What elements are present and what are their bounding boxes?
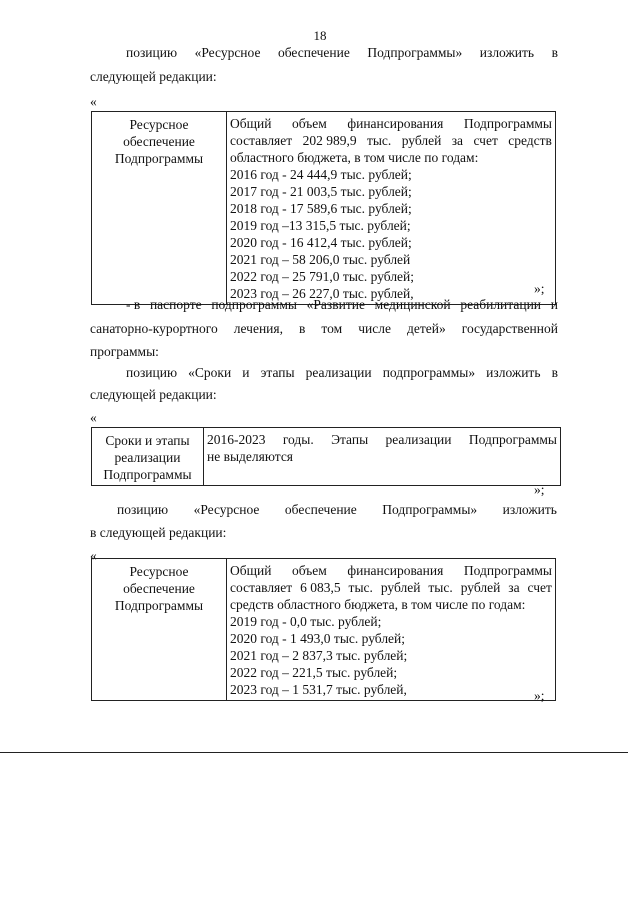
page-bottom-rule — [0, 752, 628, 753]
paragraph-3-line-2: следующей редакции: — [90, 387, 217, 402]
label-line: Сроки и этапы — [105, 433, 190, 448]
paragraph-4-line-1: позицию «Ресурсное обеспечение Подпрограммы» изложить — [117, 502, 557, 517]
content-line: областного бюджета, в том числе по годам: — [230, 150, 479, 165]
funding-year-line: 2019 год - 0,0 тыс. рублей; — [230, 614, 382, 629]
paragraph-1-line-2: следующей редакции: — [90, 69, 217, 84]
paragraph-2-line-1: - в паспорте подпрограммы «Развитие медицинской реабилитации и — [126, 297, 558, 312]
terms-table — [91, 427, 561, 486]
funding-year-line: 2016 год - 24 444,9 тыс. рублей; — [230, 167, 412, 182]
label-line: обеспечение — [123, 581, 195, 596]
label-line: Подпрограммы — [103, 467, 192, 482]
table-2-label-cell — [92, 428, 204, 486]
open-quote-3: « — [90, 548, 97, 563]
open-quote-2: « — [90, 410, 97, 425]
label-line: Подпрограммы — [114, 151, 204, 166]
funding-year-line: 2020 год - 1 493,0 тыс. рублей; — [230, 631, 406, 646]
content-line: составляет 6 083,5 тыс. рублей тыс. рублей за счет — [230, 580, 552, 595]
page-number: 18 — [313, 28, 327, 43]
table-1-label-cell — [92, 112, 227, 305]
resources-table-1 — [91, 111, 556, 305]
word: «Ресурсное — [194, 45, 261, 60]
label-line: Подпрограммы — [114, 598, 204, 613]
funding-year-line: 2023 год – 26 227,0 тыс. рублей, — [230, 286, 414, 301]
table-3-content-cell — [227, 559, 556, 701]
funding-year-line: 2021 год – 58 206,0 тыс. рублей — [230, 252, 411, 267]
open-quote-1: « — [90, 94, 97, 109]
close-quote-3: »; — [534, 688, 545, 703]
funding-year-line: 2022 год – 25 791,0 тыс. рублей; — [230, 269, 415, 284]
funding-year-line: 2017 год - 21 003,5 тыс. рублей; — [230, 184, 412, 199]
table-3-label-cell — [92, 559, 227, 701]
word: позицию — [126, 45, 178, 60]
close-quote-1: »; — [534, 281, 545, 296]
label-line: Ресурсное — [129, 564, 189, 579]
word: обеспечение — [277, 45, 350, 60]
content-line: средств областного бюджета, в том числе по годам: — [230, 597, 526, 612]
label-line: реализации — [114, 450, 181, 465]
content-line: Общий объем финансирования Подпрограммы — [230, 116, 552, 131]
content-line: составляет 202 989,9 тыс. рублей за счет средств — [230, 133, 552, 148]
paragraph-4-line-2: в следующей редакции: — [90, 525, 227, 540]
table-2-content-cell — [204, 428, 561, 486]
close-quote-2: »; — [534, 482, 545, 497]
resources-table-2 — [91, 558, 556, 701]
word: Подпрограммы» — [367, 45, 463, 60]
content-line: 2016-2023 годы. Этапы реализации Подпрограммы — [207, 432, 557, 447]
paragraph-2-line-2: санаторно-курортного лечения, в том числе детей» государственной — [90, 321, 558, 336]
content-line: Общий объем финансирования Подпрограммы — [230, 563, 552, 578]
label-line: обеспечение — [123, 134, 195, 149]
paragraph-1-line-1 — [126, 44, 558, 62]
content-line: не выделяются — [207, 449, 294, 464]
funding-year-line: 2020 год - 16 412,4 тыс. рублей; — [230, 235, 412, 250]
funding-year-line: 2023 год – 1 531,7 тыс. рублей, — [230, 682, 407, 697]
word: в — [551, 45, 558, 60]
funding-year-line: 2021 год – 2 837,3 тыс. рублей; — [230, 648, 408, 663]
label-line: Ресурсное — [129, 117, 189, 132]
word: изложить — [479, 45, 535, 60]
table-1-content-cell — [227, 112, 556, 305]
paragraph-3-line-1: позицию «Сроки и этапы реализации подпрограммы» изложить в — [126, 365, 558, 380]
funding-year-line: 2022 год – 221,5 тыс. рублей; — [230, 665, 398, 680]
paragraph-2-line-3: программы: — [90, 344, 159, 359]
funding-year-line: 2018 год - 17 589,6 тыс. рублей; — [230, 201, 412, 216]
funding-year-line: 2019 год –13 315,5 тыс. рублей; — [230, 218, 411, 233]
